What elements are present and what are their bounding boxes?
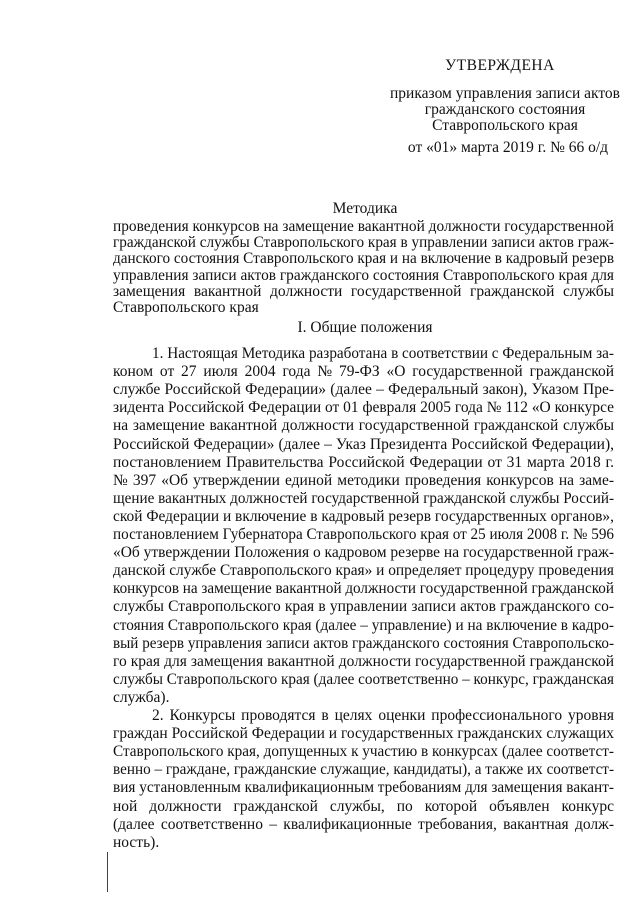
approval-order: от «01» марта 2019 г. № 66 о/д [407,139,609,156]
text-line: коном от 27 июля 2004 года № 79-ФЗ «О государственной гражданской [113,363,614,381]
text-line: вый резерв управления записи актов гражданского состояния Ставропольско- [113,634,614,652]
text-line: службе Российской Федерации» (далее – Федеральный закон), Указом Пре- [113,381,614,399]
text-line: «Об утверждении Положения о кадровом резерве на государственной граж- [113,544,614,562]
text-line: (далее соответственно – квалификационные требования, вакантная долж- [113,815,614,833]
text-line: конкурсов на замещение вакантной должности государственной гражданской [113,580,614,598]
text-line: данского состояния Ставропольского края и на включение в кадровый резерв [113,250,614,268]
text-line: проведения конкурсов на замещение вакантной должности государственной [113,218,614,235]
text-line: службы Ставропольского края в управлении записи актов гражданского со- [113,598,614,616]
section-heading: I. Общие положения [297,319,433,336]
text-line: стояния Ставропольского края (далее – управление) и на включение в кадро- [113,616,614,634]
text-line: гражданской службы Ставропольского края в управлении записи актов граж- [113,234,614,252]
text-line: го края для замещения вакантной должности государственной гражданской [113,652,614,670]
text-line: вия установленным квалификационным требованиям для замещения вакант- [113,779,614,797]
approval-line-2: гражданского состояния [424,101,586,118]
text-line: 1. Настоящая Методика разработана в соответствии с Федеральным за- [152,345,614,362]
text-line: на замещение вакантной должности государственной гражданской службы [113,417,614,435]
text-line: службы Ставропольского края (далее соответственно – конкурс, гражданская [113,670,614,688]
approval-line-1: приказом управления записи актов [390,85,620,102]
text-line: служба). [113,688,170,706]
text-line: № 397 «Об утверждении единой методики проведения конкурсов на заме- [113,471,614,489]
text-line: ной должности гражданской службы, по которой объявлен конкурс [113,797,614,815]
text-line: данской службе Ставропольского края» и определяет процедуру проведения [113,562,614,580]
text-line: управления записи актов гражданского состояния Ставропольского края для [113,266,614,284]
text-line: венно – граждане, гражданские служащие, кандидаты), а также их соответст- [113,761,614,779]
text-line: ность). [113,833,160,851]
text-line: ской Федерации и включение в кадровый резерв государственных органов», [113,507,614,525]
text-line: зидента Российской Федерации от 01 февраля 2005 года № 112 «О конкурсе [113,399,614,417]
text-line: 2. Конкурсы проводятся в целях оценки профессионального уровня [152,707,614,724]
margin-rule [107,852,108,892]
text-line: щение вакантных должностей государственной гражданской службы Россий- [113,489,614,507]
approval-line-3: Ставропольского края [432,117,578,134]
text-line: граждан Российской Федерации и государственных гражданских служащих [113,725,614,743]
text-line: Российской Федерации» (далее – Указ Президента Российской Федерации), [113,435,614,453]
text-line: Ставропольского края [113,299,259,316]
approval-heading: УТВЕРЖДЕНА [445,57,555,74]
text-line: постановлением Правительства Российской Федерации от 31 марта 2018 г. [113,453,614,471]
text-line: постановлением Губернатора Ставропольского края от 25 июля 2008 г. № 596 [113,526,614,543]
document-title: Методика [332,200,398,217]
text-line: замещения вакантной должности государственной гражданской службы [113,282,614,300]
text-line: Ставропольского края, допущенных к участию в конкурсах (далее соответст- [113,743,614,761]
